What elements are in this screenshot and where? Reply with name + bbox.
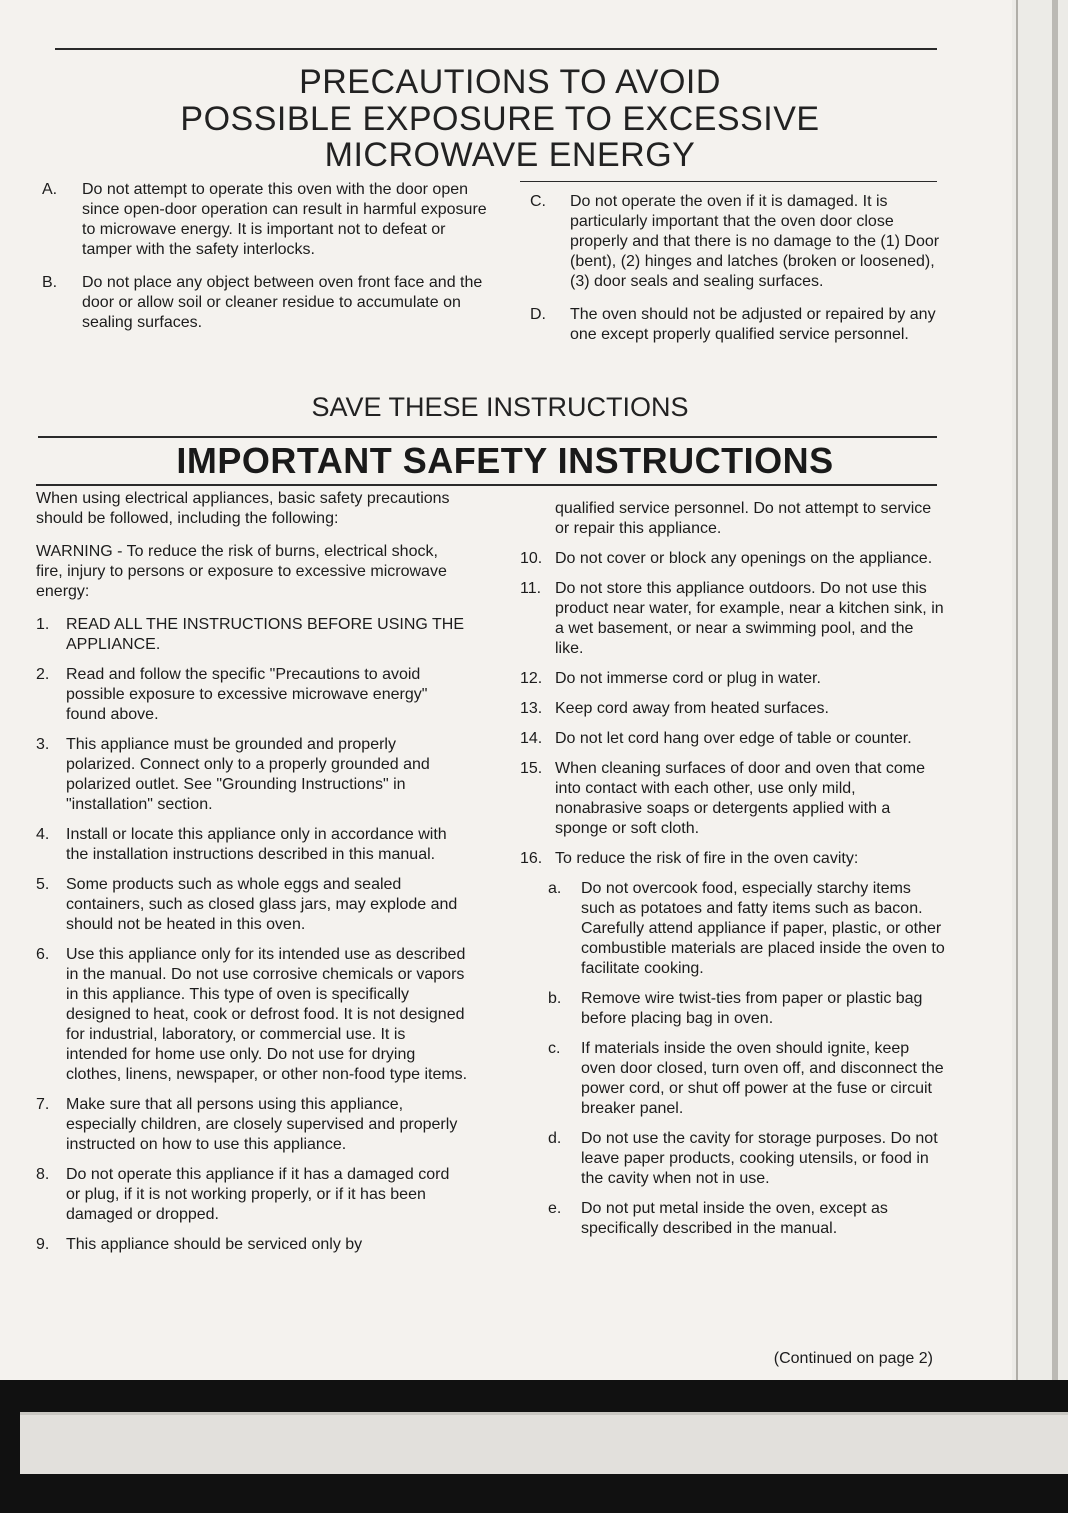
- item-marker: 12.: [520, 670, 543, 687]
- continued-note: (Continued on page 2): [773, 1350, 933, 1367]
- scan-edge-line: [1016, 0, 1018, 1380]
- item-marker: 10.: [520, 550, 543, 567]
- precautions-title-line2: POSSIBLE EXPOSURE TO EXCESSIVE: [180, 100, 820, 138]
- item-marker: 9.: [36, 1236, 50, 1253]
- precaution-item: [42, 273, 497, 333]
- important-rule: [36, 484, 937, 486]
- item-text: The oven should not be adjusted or repaired by any one except properly qualified service personnel.: [570, 306, 936, 343]
- precautions-left-column: [42, 180, 497, 346]
- list-item: [36, 1165, 468, 1225]
- item-text: Some products such as whole eggs and sealed containers, such as closed glass jars, may explode and should not be heated in this oven.: [66, 876, 458, 933]
- intro-paragraph: When using electrical appliances, basic safety precautions should be followed, including the following:: [36, 490, 450, 527]
- item-marker: 3.: [36, 736, 50, 753]
- sub-list-item: [548, 879, 945, 979]
- precaution-item: [42, 180, 497, 260]
- sub-marker: c.: [548, 1040, 561, 1057]
- item-marker: 11.: [520, 580, 542, 597]
- item-text: When cleaning surfaces of door and oven that come into contact with each other, use only mild, nonabrasive soaps or detergents applied with a sponge or soft cloth.: [555, 760, 925, 837]
- item-text: Use this appliance only for its intended use as described in the manual. Do not use corrosive chemicals or vapors in this appliance. This type of oven is specifically designed to heat, cook or defrost food. It is not designed for industrial, laboratory, or commercial use. It is intended for home use only. Do not use for drying clothes, linens, newspaper, or other non-food type items.: [66, 946, 468, 1083]
- sub-text: Do not use the cavity for storage purposes. Do not leave paper products, cooking utensils, or food in the cavity when not in use.: [581, 1130, 938, 1187]
- item-marker: 13.: [520, 700, 543, 717]
- sub-marker: d.: [548, 1130, 562, 1147]
- important-safety-title: IMPORTANT SAFETY INSTRUCTIONS: [176, 440, 834, 481]
- item-marker: 4.: [36, 826, 50, 843]
- list-item: [520, 549, 945, 569]
- item-marker: 15.: [520, 760, 543, 777]
- item-marker: B.: [42, 274, 58, 291]
- item-text: Make sure that all persons using this appliance, especially children, are closely supervised and properly instructed on how to use this appliance.: [66, 1096, 458, 1153]
- scanner-bar-middle: [20, 1412, 1068, 1477]
- sub-text: Do not overcook food, especially starchy items such as potatoes and fatty items such as bacon. Carefully attend appliance if paper, plastic, or other combustible materials are placed inside the oven to facilitate cooking.: [581, 880, 945, 977]
- item-marker: A.: [42, 181, 58, 198]
- subitem-list: [520, 879, 945, 1239]
- list-item: [36, 1095, 468, 1155]
- list-item: [36, 615, 468, 655]
- sub-text: If materials inside the oven should ignite, keep oven door closed, turn oven off, and disconnect the power cord, or shut off power at the fuse or circuit breaker panel.: [581, 1040, 944, 1117]
- sub-marker: a.: [548, 880, 562, 897]
- sub-marker: b.: [548, 990, 562, 1007]
- scanner-bar-top: [0, 1380, 1068, 1412]
- item-marker: 14.: [520, 730, 543, 747]
- sub-marker: e.: [548, 1200, 562, 1217]
- list-item: [36, 665, 468, 725]
- item-marker: D.: [530, 306, 546, 323]
- item-marker: 2.: [36, 666, 50, 683]
- warning-paragraph: WARNING - To reduce the risk of burns, electrical shock, fire, injury to persons or exposure to excessive microwave energy:: [36, 543, 447, 600]
- item-text: To reduce the risk of fire in the oven cavity:: [555, 850, 859, 867]
- scanner-bar-bottom: [0, 1474, 1068, 1513]
- item-marker: 1.: [36, 616, 50, 633]
- item-text: Do not cover or block any openings on the appliance.: [555, 550, 933, 567]
- sub-text: Do not put metal inside the oven, except as specifically described in the manual.: [581, 1200, 888, 1237]
- item-text: Do not immerse cord or plug in water.: [555, 670, 821, 687]
- precautions-right-column: [530, 192, 955, 358]
- section-rule: [38, 436, 937, 438]
- sub-list-item: [548, 1199, 945, 1239]
- list-item: [36, 875, 468, 935]
- list-item: [520, 759, 945, 839]
- list-item: [36, 825, 468, 865]
- list-item: [36, 945, 468, 1085]
- safety-right-column: [520, 499, 945, 1249]
- scanner-bar-left: [0, 1412, 20, 1474]
- sub-list-item: [548, 1039, 945, 1119]
- item-text: This appliance must be grounded and properly polarized. Connect only to a properly grounded and polarized outlet. See "Grounding Instructions" in "installation" section.: [66, 736, 430, 813]
- save-instructions-heading: SAVE THESE INSTRUCTIONS: [311, 392, 689, 422]
- precautions-title-line3: MICROWAVE ENERGY: [324, 136, 696, 174]
- sub-list-item: [548, 989, 945, 1029]
- scan-edge: [1012, 0, 1068, 1380]
- top-rule: [55, 48, 937, 50]
- item-text: Do not let cord hang over edge of table or counter.: [555, 730, 912, 747]
- item-marker: 7.: [36, 1096, 50, 1113]
- item-text: Read and follow the specific "Precautions to avoid possible exposure to excessive microwave energy" found above.: [66, 666, 428, 723]
- item-marker: 6.: [36, 946, 50, 963]
- item-text: Do not attempt to operate this oven with the door open since open-door operation can result in harmful exposure to microwave energy. It is important not to defeat or tamper with the safety interlocks.: [82, 181, 487, 258]
- item-text: Install or locate this appliance only in accordance with the installation instructions described in this manual.: [66, 826, 447, 863]
- sub-text: Remove wire twist-ties from paper or plastic bag before placing bag in oven.: [581, 990, 923, 1027]
- item-text: Do not store this appliance outdoors. Do not use this product near water, for example, near a kitchen sink, in a wet basement, or near a swimming pool, and the like.: [555, 580, 944, 657]
- precautions-rule: [520, 181, 937, 182]
- item-marker: 16.: [520, 850, 543, 867]
- list-item: [520, 579, 945, 659]
- item-marker: 8.: [36, 1166, 50, 1183]
- item-marker: C.: [530, 193, 546, 210]
- item-text: Do not operate this appliance if it has a damaged cord or plug, if it is not working properly, or if it has been damaged or dropped.: [66, 1166, 450, 1223]
- item-text: Do not operate the oven if it is damaged. It is particularly important that the oven door close properly and that there is no damage to the (1) Door (bent), (2) hinges and latches (broken or loosened), (3) door seals and sealing surfaces.: [570, 193, 940, 290]
- list-item: [36, 735, 468, 815]
- precaution-item: [530, 192, 955, 292]
- list-item: [520, 669, 945, 689]
- precaution-item: [530, 305, 955, 345]
- sub-list-item: [548, 1129, 945, 1189]
- list-item: [520, 849, 945, 869]
- item9-continued: qualified service personnel. Do not attempt to service or repair this appliance.: [555, 500, 932, 537]
- list-item: [520, 729, 945, 749]
- scan-edge-shadow: [1052, 0, 1058, 1380]
- item-text: Keep cord away from heated surfaces.: [555, 700, 829, 717]
- list-item: [36, 1235, 468, 1255]
- item-text: READ ALL THE INSTRUCTIONS BEFORE USING THE APPLIANCE.: [66, 616, 464, 653]
- list-item: [520, 699, 945, 719]
- item-text: This appliance should be serviced only by: [66, 1236, 363, 1253]
- safety-left-column: [36, 489, 468, 1265]
- item-marker: 5.: [36, 876, 50, 893]
- item-text: Do not place any object between oven front face and the door or allow soil or cleaner residue to accumulate on sealing surfaces.: [82, 274, 483, 331]
- precautions-title-line1: PRECAUTIONS TO AVOID: [299, 63, 721, 101]
